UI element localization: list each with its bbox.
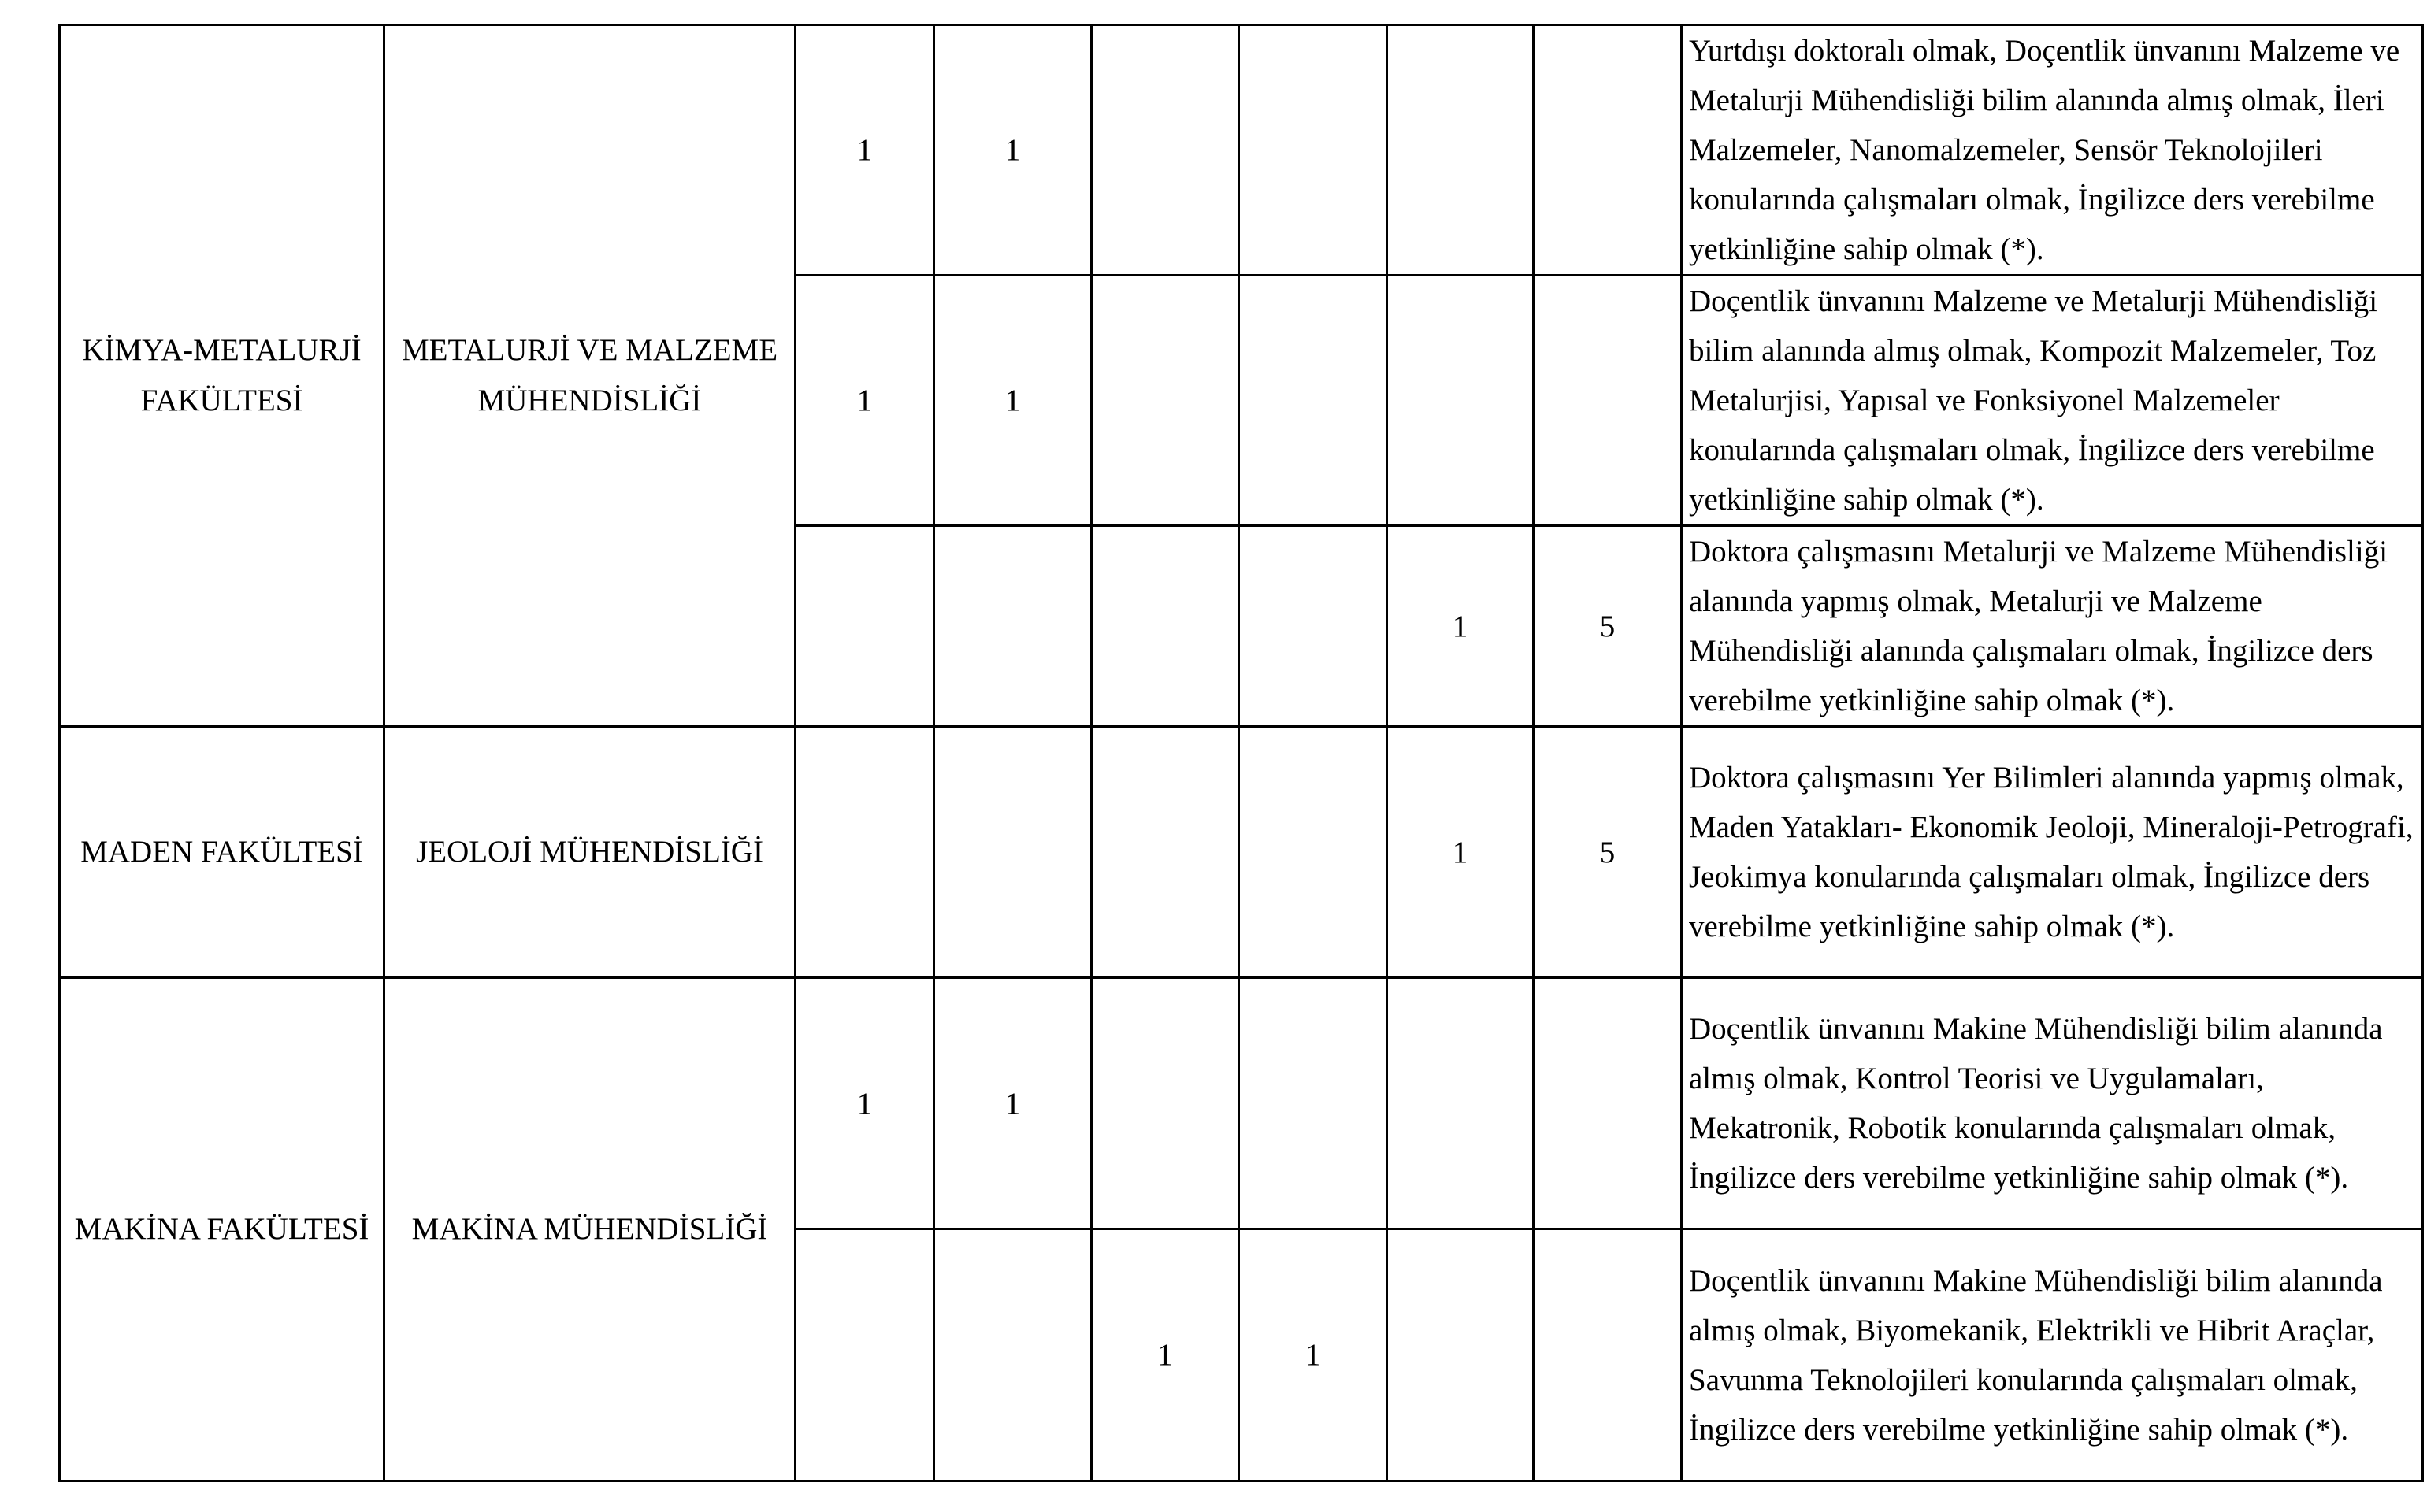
count-cell-2: 1: [934, 25, 1092, 276]
faculty-cell: [60, 25, 384, 727]
count-cell-1: [796, 1229, 934, 1481]
count-cell-2: 1: [934, 978, 1092, 1229]
table-row: [60, 727, 2423, 978]
count-cell-5: [1387, 25, 1534, 276]
count-cell-1: [796, 526, 934, 727]
requirements-cell: Doktora çalışmasını Yer Bilimleri alanında yapmış olmak, Maden Yatakları- Ekonomik Jeoloji, Mineraloji-Petrografi, Jeokimya konularında çalışmaları olmak, İngilizce ders verebilme yetkinliğine sahip olmak (*).: [1682, 727, 2423, 978]
count-cell-1: 1: [796, 25, 934, 276]
requirements-cell: Doçentlik ünvanını Makine Mühendisliği bilim alanında almış olmak, Biyomekanik, Elektrikli ve Hibrit Araçlar, Savunma Teknolojileri konularında çalışmaları olmak, İngilizce ders verebilme yetkinliğine sahip olmak (*).: [1682, 1229, 2423, 1481]
requirements-cell: Doktora çalışmasını Metalurji ve Malzeme Mühendisliği alanında yapmış olmak, Metalurji ve Malzeme Mühendisliği alanında çalışmaları olmak, İngilizce ders verebilme yetkinliğine sahip olmak (*).: [1682, 526, 2423, 727]
count-cell-2: [934, 526, 1092, 727]
department-name: MAKİNA MÜHENDİSLİĞİ: [411, 1212, 768, 1246]
requirements-cell: Doçentlik ünvanını Malzeme ve Metalurji Mühendisliği bilim alanında almış olmak, Kompozit Malzemeler, Toz Metalurjisi, Yapısal ve Fonksiyonel Malzemeler konularında çalışmaları olmak, İngilizce ders verebilme yetkinliğine sahip olmak (*).: [1682, 276, 2423, 526]
count-cell-4: [1239, 978, 1387, 1229]
faculty-name: MADEN FAKÜLTESİ: [80, 835, 363, 869]
table-row: [60, 978, 2423, 1229]
count-cell-3: [1092, 526, 1239, 727]
department-name: JEOLOJİ MÜHENDİSLİĞİ: [416, 835, 763, 869]
count-cell-2: [934, 1229, 1092, 1481]
department-cell: [384, 25, 796, 727]
count-cell-6: [1534, 276, 1682, 526]
count-cell-4: [1239, 727, 1387, 978]
count-cell-1: [796, 727, 934, 978]
table-row: [60, 25, 2423, 276]
count-cell-2: [934, 727, 1092, 978]
department-name: METALURJİ VE MALZEME MÜHENDİSLİĞİ: [401, 333, 778, 417]
count-cell-5: 1: [1387, 526, 1534, 727]
count-cell-3: [1092, 978, 1239, 1229]
count-cell-4: [1239, 25, 1387, 276]
count-cell-2: 1: [934, 276, 1092, 526]
count-cell-3: [1092, 25, 1239, 276]
count-cell-6: 5: [1534, 727, 1682, 978]
requirements-cell: Doçentlik ünvanını Makine Mühendisliği bilim alanında almış olmak, Kontrol Teorisi ve Uygulamaları, Mekatronik, Robotik konularında çalışmaları olmak, İngilizce ders verebilme yetkinliğine sahip olmak (*).: [1682, 978, 2423, 1229]
department-cell: [384, 978, 796, 1481]
count-cell-6: [1534, 1229, 1682, 1481]
count-cell-3: 1: [1092, 1229, 1239, 1481]
count-cell-3: [1092, 727, 1239, 978]
faculty-cell: [60, 727, 384, 978]
count-cell-4: 1: [1239, 1229, 1387, 1481]
count-cell-6: [1534, 25, 1682, 276]
count-cell-6: 5: [1534, 526, 1682, 727]
count-cell-5: [1387, 1229, 1534, 1481]
count-cell-3: [1092, 276, 1239, 526]
faculty-cell: [60, 978, 384, 1481]
faculty-name: KİMYA-METALURJİ FAKÜLTESİ: [82, 333, 362, 417]
count-cell-5: 1: [1387, 727, 1534, 978]
count-cell-1: 1: [796, 978, 934, 1229]
faculty-name: MAKİNA FAKÜLTESİ: [74, 1212, 369, 1246]
requirements-cell: Yurtdışı doktoralı olmak, Doçentlik ünvanını Malzeme ve Metalurji Mühendisliği bilim alanında almış olmak, İleri Malzemeler, Nanomalzemeler, Sensör Teknolojileri konularında çalışmaları olmak, İngilizce ders verebilme yetkinliğine sahip olmak (*).: [1682, 25, 2423, 276]
department-cell: [384, 727, 796, 978]
count-cell-4: [1239, 526, 1387, 727]
count-cell-1: 1: [796, 276, 934, 526]
count-cell-5: [1387, 276, 1534, 526]
staff-positions-table: [58, 24, 2424, 1482]
count-cell-4: [1239, 276, 1387, 526]
count-cell-6: [1534, 978, 1682, 1229]
count-cell-5: [1387, 978, 1534, 1229]
